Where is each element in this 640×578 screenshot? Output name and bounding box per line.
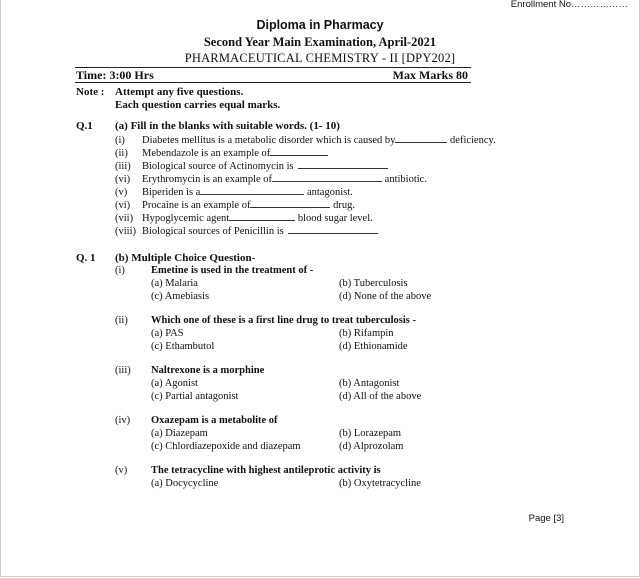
mcq-option: (a) PAS [151,328,184,339]
mcq-option: (c) Amebiasis [151,291,210,302]
exam-program-title: Diploma in Pharmacy [256,18,384,32]
item-text-after: drug. [330,200,355,211]
mcq-question: Naltrexone is a morphine [151,365,265,376]
q1b-label: Q. 1 [76,252,96,264]
mcq-number: (iii) [115,365,131,376]
mcq-option: (d) None of the above [339,291,432,302]
fill-blank-row [115,211,373,224]
mcq-option: (c) Partial antagonist [151,391,239,402]
mcq-option: (b) Antagonist [339,378,400,389]
mcq-number: (iv) [115,415,131,426]
item-number: (ii) [115,148,128,159]
mcq-option: (d) Alprozolam [339,441,404,452]
mcq-question: The tetracycline with highest antileprotic activity is [151,465,381,476]
mcq-option: (b) Oxytetracycline [339,478,421,489]
fill-blank-row [115,133,496,146]
answer-blank [250,198,330,208]
mcq-question: Oxazepam is a metabolite of [151,415,278,426]
mcq-option: (a) Malaria [151,278,198,289]
item-number: (vii) [115,213,134,224]
item-text: Biperiden is a [142,187,201,198]
bottom-rule [75,82,471,83]
answer-blank [270,146,328,156]
item-text-after: blood sugar level. [295,213,373,224]
mcq-option: (a) Diazepam [151,428,208,439]
item-text-after: deficiency. [447,135,496,146]
paper-title: PHARMACEUTICAL CHEMISTRY - II [DPY202] [184,51,456,65]
note-line-1: Attempt any five questions. [115,86,244,98]
item-number: (viii) [115,226,136,237]
item-number: (iii) [115,161,131,172]
note-line-2: Each question carries equal marks. [115,99,281,111]
item-number: (vi) [115,200,131,211]
mcq-number: (ii) [115,315,128,326]
item-number: (i) [115,135,125,146]
exam-session-title: Second Year Main Examination, April-2021 [203,35,437,49]
item-text: Procaine is an example of [142,200,251,211]
note-label: Note : [76,86,105,98]
item-text: Biological source of Actinomycin is [142,161,294,172]
mcq-number: (v) [115,465,128,476]
item-text: Biological sources of Penicillin is [142,226,284,237]
mcq-question: Which one of these is a first line drug to treat tuberculosis - [151,315,417,326]
answer-blank [200,185,304,195]
mcq-option: (a) Docycycline [151,478,219,489]
mcq-option: (c) Chlordiazepoxide and diazepam [151,441,301,452]
item-text: Erythromycin is an example of [142,174,273,185]
fill-blank-row [115,198,355,211]
answer-blank [298,159,388,169]
mcq-question: Emetine is used in the treatment of - [151,265,314,276]
item-text: Mebendazole is an example of [142,148,271,159]
time-allowed: Time: 3:00 Hrs [76,68,154,82]
answer-blank [229,211,295,221]
fill-blank-row [115,224,378,237]
item-text-after: antibiotic. [382,174,427,185]
item-number: (v) [115,187,128,198]
item-text-after: antagonist. [304,187,353,198]
item-number: (vi) [115,174,131,185]
answer-blank [272,172,382,182]
mcq-option: (d) Ethionamide [339,341,408,352]
item-text: Hypoglycemic agent [142,213,230,224]
answer-blank [395,133,447,143]
q1a-label: Q.1 [76,120,93,132]
q1a-heading: (a) Fill in the blanks with suitable words. (1- 10) [115,120,340,132]
item-text: Diabetes mellitus is a metabolic disorder which is caused by [142,135,396,146]
mcq-option: (c) Ethambutol [151,341,215,352]
mcq-option: (b) Lorazepam [339,428,402,439]
fill-blank-row [115,146,328,159]
mcq-number: (i) [115,265,125,276]
fill-blank-row [115,159,388,172]
enrollment-no: Enrollment No……………… [510,0,628,10]
mcq-option: (d) All of the above [339,391,422,402]
max-marks: Max Marks 80 [392,68,468,82]
fill-blank-row [115,172,427,185]
mcq-option: (b) Tuberculosis [339,278,408,289]
mcq-option: (a) Agonist [151,378,198,389]
fill-blank-row [115,185,353,198]
mcq-option: (b) Rifampin [339,328,394,339]
q1b-heading: (b) Multiple Choice Question- [115,252,256,264]
page-number: Page [3] [528,513,564,524]
answer-blank [288,224,378,234]
